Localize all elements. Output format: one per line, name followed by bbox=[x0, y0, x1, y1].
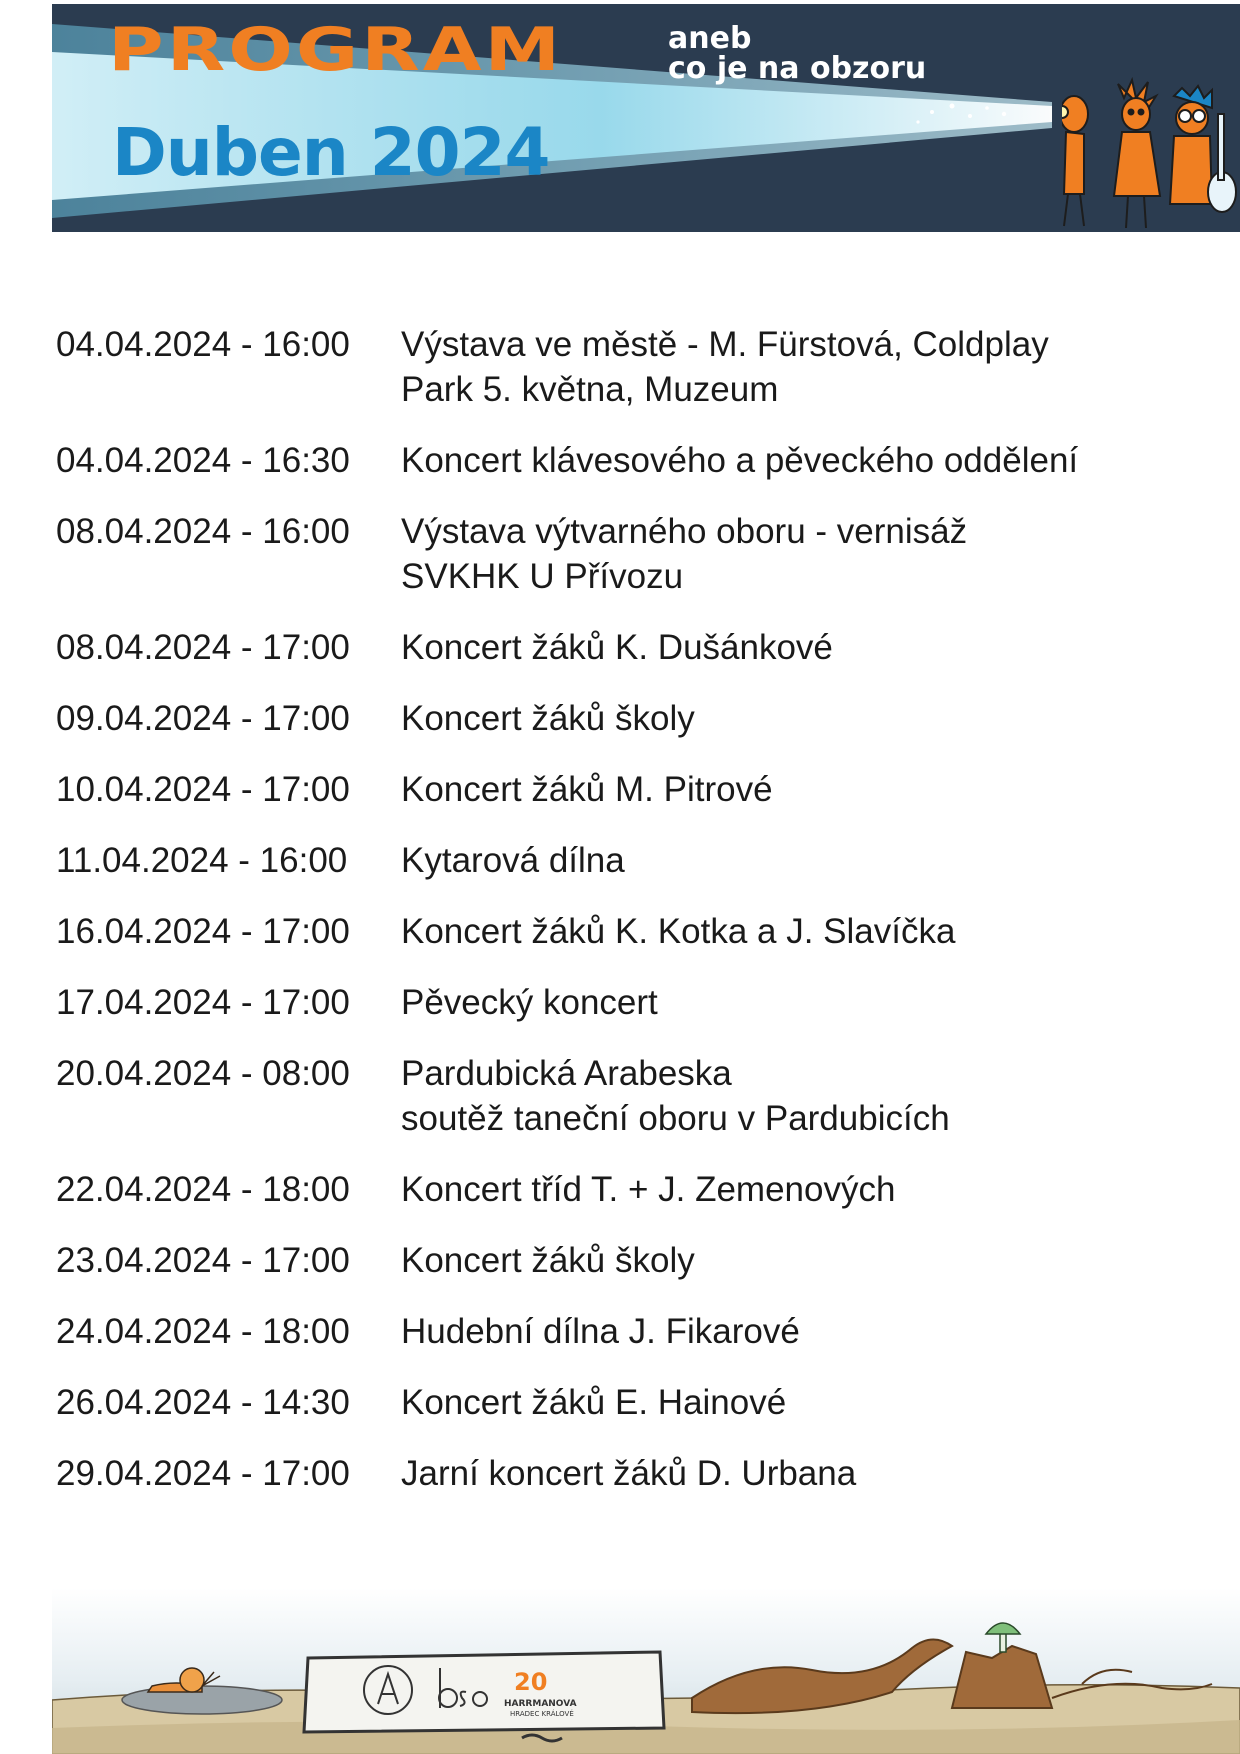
month-title: Duben 2024 bbox=[112, 114, 550, 191]
subtitle bbox=[668, 21, 927, 86]
event-title: Koncert žáků K. Dušánkové bbox=[401, 628, 833, 667]
event-datetime: 09.04.2024 - 17:00 bbox=[56, 699, 350, 738]
lamp-figure bbox=[1062, 96, 1088, 226]
event-datetime: 08.04.2024 - 16:00 bbox=[56, 512, 350, 551]
event-title: Pěvecký koncert bbox=[401, 983, 658, 1022]
event-detail bbox=[401, 1051, 950, 1141]
svg-text:HARRMANOVA: HARRMANOVA bbox=[504, 1699, 577, 1709]
event-list bbox=[56, 322, 1196, 1522]
osa-logo bbox=[439, 1668, 487, 1708]
event-item bbox=[56, 1051, 1196, 1141]
event-title: Výstava výtvarného oboru - vernisáž bbox=[401, 512, 968, 551]
event-detail bbox=[401, 838, 625, 883]
event-detail bbox=[401, 696, 695, 741]
event-title: Kytarová dílna bbox=[401, 841, 625, 880]
event-detail bbox=[401, 1451, 856, 1496]
program-heading: PROGRAM bbox=[108, 14, 564, 84]
event-item bbox=[56, 322, 1196, 412]
event-item bbox=[56, 767, 1196, 812]
event-title: Koncert žáků K. Kotka a J. Slavíčka bbox=[401, 912, 956, 951]
event-detail bbox=[401, 1238, 695, 1283]
event-item bbox=[56, 1309, 1196, 1354]
event-title: Koncert žáků E. Hainové bbox=[401, 1383, 787, 1422]
event-item bbox=[56, 1451, 1196, 1496]
event-title: Koncert žáků M. Pitrové bbox=[401, 770, 773, 809]
event-title: Koncert žáků školy bbox=[401, 699, 695, 738]
event-location: Park 5. května, Muzeum bbox=[401, 370, 779, 409]
event-detail bbox=[401, 1309, 800, 1354]
event-item bbox=[56, 980, 1196, 1025]
event-item bbox=[56, 696, 1196, 741]
subtitle-line-1: aneb bbox=[668, 21, 752, 56]
event-datetime: 11.04.2024 - 16:00 bbox=[56, 841, 348, 880]
event-item bbox=[56, 838, 1196, 883]
event-datetime: 17.04.2024 - 17:00 bbox=[56, 983, 350, 1022]
event-detail bbox=[401, 767, 773, 812]
header-banner bbox=[52, 4, 1240, 232]
event-item bbox=[56, 438, 1196, 483]
event-datetime: 16.04.2024 - 17:00 bbox=[56, 912, 350, 951]
footer-illustration bbox=[52, 1588, 1240, 1754]
guitar-figure bbox=[1170, 86, 1236, 212]
event-datetime: 22.04.2024 - 18:00 bbox=[56, 1170, 350, 1209]
event-title: Výstava ve městě - M. Fürstová, Coldplay bbox=[401, 325, 1049, 364]
event-datetime: 20.04.2024 - 08:00 bbox=[56, 1054, 350, 1093]
event-datetime: 24.04.2024 - 18:00 bbox=[56, 1312, 350, 1351]
event-title: Koncert žáků školy bbox=[401, 1241, 695, 1280]
school-logos bbox=[344, 1650, 666, 1728]
event-datetime: 23.04.2024 - 17:00 bbox=[56, 1241, 350, 1280]
svg-text:20: 20 bbox=[514, 1668, 548, 1696]
subtitle-line-2: co je na obzoru bbox=[668, 51, 927, 86]
event-title: Pardubická Arabeska bbox=[401, 1054, 732, 1093]
event-datetime: 08.04.2024 - 17:00 bbox=[56, 628, 350, 667]
event-detail bbox=[401, 438, 1078, 483]
event-location: soutěž taneční oboru v Pardubicích bbox=[401, 1099, 950, 1138]
event-detail bbox=[401, 509, 967, 599]
event-datetime: 10.04.2024 - 17:00 bbox=[56, 770, 350, 809]
event-detail bbox=[401, 980, 658, 1025]
svg-text:HRADEC KRÁLOVÉ: HRADEC KRÁLOVÉ bbox=[510, 1710, 574, 1718]
cartoon-figures-illustration bbox=[1062, 74, 1240, 232]
event-item bbox=[56, 1238, 1196, 1283]
event-title: Koncert klávesového a pěveckého oddělení bbox=[401, 441, 1079, 480]
event-detail bbox=[401, 322, 1049, 412]
event-detail bbox=[401, 1380, 786, 1425]
event-item bbox=[56, 1167, 1196, 1212]
wild-hair-figure bbox=[1114, 80, 1160, 228]
event-datetime: 29.04.2024 - 17:00 bbox=[56, 1454, 350, 1493]
event-datetime: 26.04.2024 - 14:30 bbox=[56, 1383, 350, 1422]
event-title: Hudební dílna J. Fikarové bbox=[401, 1312, 800, 1351]
event-item bbox=[56, 625, 1196, 670]
event-location: SVKHK U Přívozu bbox=[401, 557, 684, 596]
event-title: Jarní koncert žáků D. Urbana bbox=[401, 1454, 857, 1493]
anniversary-logo bbox=[504, 1668, 577, 1718]
event-item bbox=[56, 909, 1196, 954]
art-school-logo bbox=[364, 1666, 412, 1714]
event-item bbox=[56, 509, 1196, 599]
event-detail bbox=[401, 909, 955, 954]
event-title: Koncert tříd T. + J. Zemenových bbox=[401, 1170, 896, 1209]
event-detail bbox=[401, 625, 833, 670]
event-item bbox=[56, 1380, 1196, 1425]
event-detail bbox=[401, 1167, 895, 1212]
event-datetime: 04.04.2024 - 16:00 bbox=[56, 325, 350, 364]
event-datetime: 04.04.2024 - 16:30 bbox=[56, 441, 350, 480]
